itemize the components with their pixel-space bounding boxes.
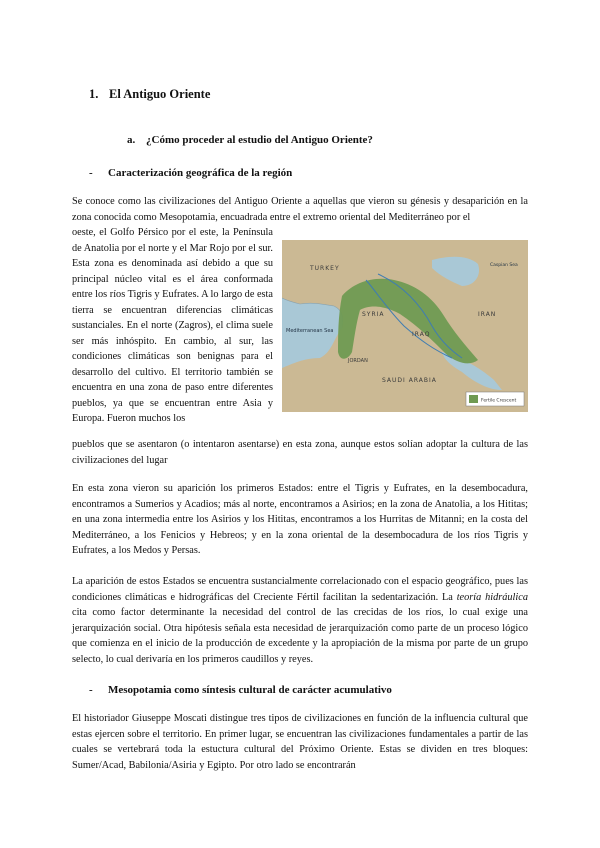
map-label-syria: SYRIA <box>362 311 385 318</box>
map-label-saudi: SAUDI ARABIA <box>382 377 437 384</box>
bullet-text: Caracterización geográfica de la región <box>108 167 293 179</box>
section-title: El Antiguo Oriente <box>109 87 211 101</box>
bullet-heading-mesopotamia <box>89 684 392 696</box>
map-image <box>282 240 528 412</box>
map-legend-label: Fertile Crescent <box>481 398 517 404</box>
paragraph-4-moscati: El historiador Giuseppe Moscati distingue tres tipos de civilizaciones en función de la influencia cultural que estas ejercen sobre el territorio. En primer lugar, se encuentran las civilizaciones fundamentales a partir de las cuales se vertebrará toda la estuctura cultural del Próximo Oriente. Estas se dividen en tres bloques: Sumer/Acad, Babilonia/Asiria y Egipto. Por otro lado se encontrarán <box>72 713 528 771</box>
paragraph-3-hydraulic <box>72 574 528 667</box>
paragraph-1-wrap: oeste, el Golfo Pérsico por el este, la Península de Anatolia por el norte y el Mar Rojo por el sur. Esta zona es denominada así debido a que su principal núcleo vital es el área conformada entre los ríos Tigris y Eufrates. A lo largo de esta tierra se encuentran diferencias climáticas sustanciales. En el norte (Zagros), el clima suele ser más inhóspito. En cambio, al sur, las condiciones climáticas son benignas para el desarrollo del cultivo. El territorio también se encuentra en una zona de paso entre diferentes pueblos, ya que se encuentran entre Asia y Europa. Fueron muchos los <box>72 227 273 424</box>
bullet-text: Mesopotamia como síntesis cultural de carácter acumulativo <box>108 684 392 696</box>
map-label-caspian: Caspian Sea <box>490 263 518 268</box>
map-label-mediterranean: Mediterranean Sea <box>286 328 334 334</box>
subsection-heading <box>127 134 373 146</box>
bullet-dash: - <box>89 167 93 179</box>
bullet-heading-geography <box>89 167 292 179</box>
paragraph-1-after: pueblos que se asentaron (o intentaron asentarse) en esta zona, aunque estos solían adoptar la cultura de las civilizaciones del lugar <box>72 439 528 466</box>
paragraph-3-part1: La aparición de estos Estados se encuentra sustancialmente correlacionado con el espacio geográfico, pues las condiciones climáticas e hidrográficas del Creciente Fértil facilitan la sedentarización. La <box>72 576 528 603</box>
subsection-title: ¿Cómo proceder al estudio del Antiguo Oriente? <box>146 134 373 146</box>
map-label-iran: IRAN <box>478 311 497 318</box>
subsection-letter: a. <box>127 134 136 146</box>
map-label-jordan: JORDAN <box>348 358 368 364</box>
map-legend-swatch <box>469 395 478 403</box>
section-number: 1. <box>89 87 99 101</box>
paragraph-1-intro: Se conoce como las civilizaciones del Antiguo Oriente a aquellas que vieron su génesis y desaparición en la zona conocida como Mesopotamia, encuadrada entre el extremo oriental del Mediterráneo por el <box>72 196 528 223</box>
fertile-crescent-map <box>282 240 528 412</box>
section-heading <box>89 87 210 102</box>
paragraph-2-states: En esta zona vieron su aparición los primeros Estados: entre el Tigris y Eufrates, en la desembocadura, encontramos a Sumerios y Acadios; más al norte, encontramos a Asirios; en la zona de Anatolia, a los Hititas; en una zona intermedia entre los Asirios y los Hititas, encontramos a los Hurritas de Mitanni; en la costa del Mediterráneo, a los Fenicios y Hebreos; y en la zona oriental de la desembocadura de los ríos Tigris y Eufrates, a los Medos y Persas. <box>72 483 528 556</box>
paragraph-3-italic: teoría hidráulica <box>456 591 528 603</box>
bullet-dash: - <box>89 684 93 696</box>
map-label-iraq: IRAQ <box>412 331 431 338</box>
map-label-turkey: TURKEY <box>310 265 340 272</box>
paragraph-3-part2: cita como factor determinante la necesidad del control de las crecidas de los ríos, lo cual exige una jerarquización social. Otra hipótesis señala esta necesidad de jerarquización como parte de un proceso lógico que comienza en el inicio de la producción de excedente y la apropiación de la misma por parte de un grupo selecto, lo cual derivaría en los primeros caudillos y reyes. <box>72 607 528 665</box>
